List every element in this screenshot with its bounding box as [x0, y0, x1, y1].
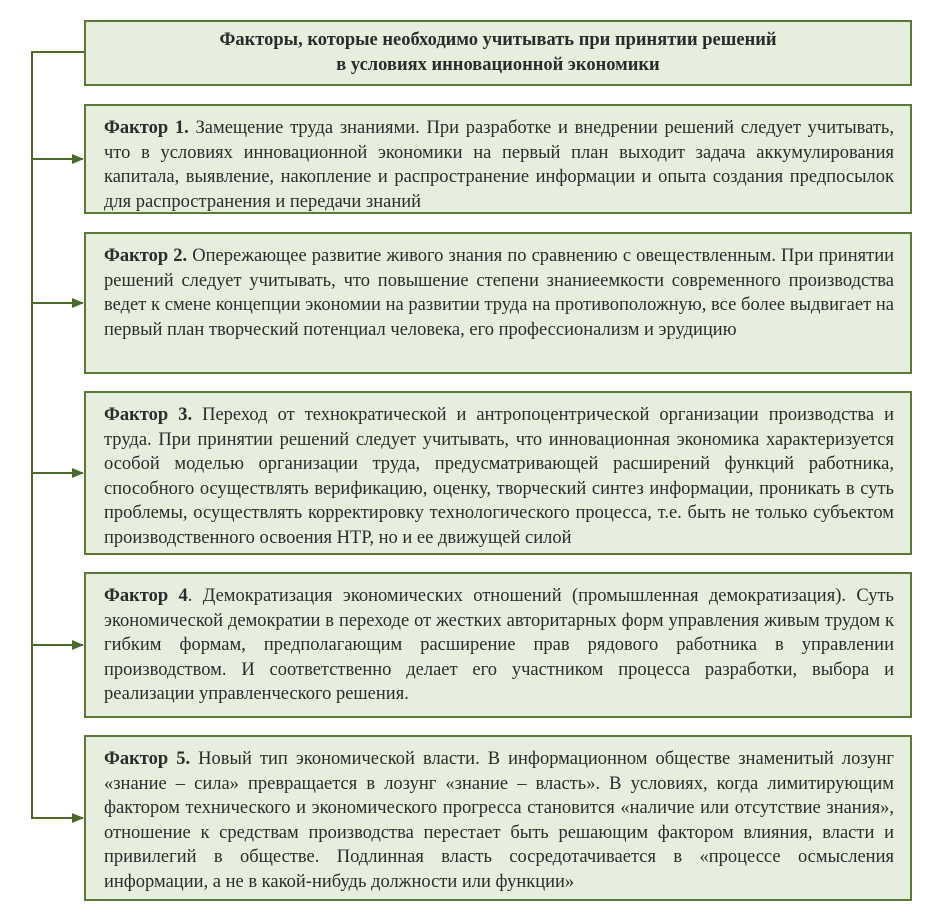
- factor-4-box: [84, 572, 912, 718]
- factor-1-box: [84, 104, 912, 214]
- factor-5-text: Новый тип экономической власти. В информационном обществе знаменитый лозунг «знание – сила» превращается в лозунг «знание – власть». В условиях, когда лимитирующим фактором технического и экономического прогресса становится «наличие или отсутствие знания», отношение к средствам производства перестает быть решающим фактором влияния, власти и привилегий в обществе. Подлинная власть сосредотачивается в «процессе осмысления информации, а не в какой-нибудь должности или функции»: [104, 749, 894, 892]
- factor-3-label: Фактор 3.: [104, 405, 193, 425]
- factor-1-text: Замещение труда знаниями. При разработке и внедрении решений следует учитывать, что в условиях инновационной экономики на первый план выходит задача аккумулирования капитала, выявление, накопление и распространение информации и опыта создания предпосылок для распространения и передачи знаний: [104, 118, 894, 212]
- factor-5-label: Фактор 5.: [104, 749, 191, 769]
- factor-2-box: [84, 232, 912, 374]
- diagram-title-box: [84, 20, 912, 86]
- diagram-title-line-1: Факторы, которые необходимо учитывать при принятии решений: [219, 30, 777, 50]
- factor-4-text: . Демократизация экономических отношений (промышленная демократизация). Суть экономической демократии в переходе от жестких авторитарных форм управления живым трудом к гибким формам, предполагающим расширение прав рядового работника в управлении производством. И соответственно делает его участником процесса разработки, выбора и реализации управленческого решения.: [104, 586, 894, 704]
- factor-1-label: Фактор 1.: [104, 118, 189, 138]
- factor-3-text: Переход от технократической и антропоцентрической организации производства и труда. При принятии решений следует учитывать, что инновационная экономика характеризуется особой моделью организации труда, предусматривающей расширений функций работника, способного осуществлять верификацию, оценку, творческий синтез информации, проникать в суть проблемы, осуществлять корректировку технологического процесса, т.е. быть не только субъектом производственного освоения НТР, но и ее движущей силой: [104, 405, 894, 548]
- factor-2-label: Фактор 2.: [104, 246, 188, 266]
- factor-4-label: Фактор 4: [104, 586, 188, 606]
- factor-5-box: [84, 735, 912, 901]
- diagram-title-line-2: в условиях инновационной экономики: [336, 55, 660, 75]
- factor-3-box: [84, 391, 912, 555]
- factor-2-text: Опережающее развитие живого знания по сравнению с овеществленным. При принятии решений следует учитывать, что повышение степени знаниеемкости современного производства ведет к смене концепции экономии на развитии труда на противоположную, все более выдвигает на первый план творческий потенциал человека, его профессионализм и эрудицию: [104, 246, 894, 340]
